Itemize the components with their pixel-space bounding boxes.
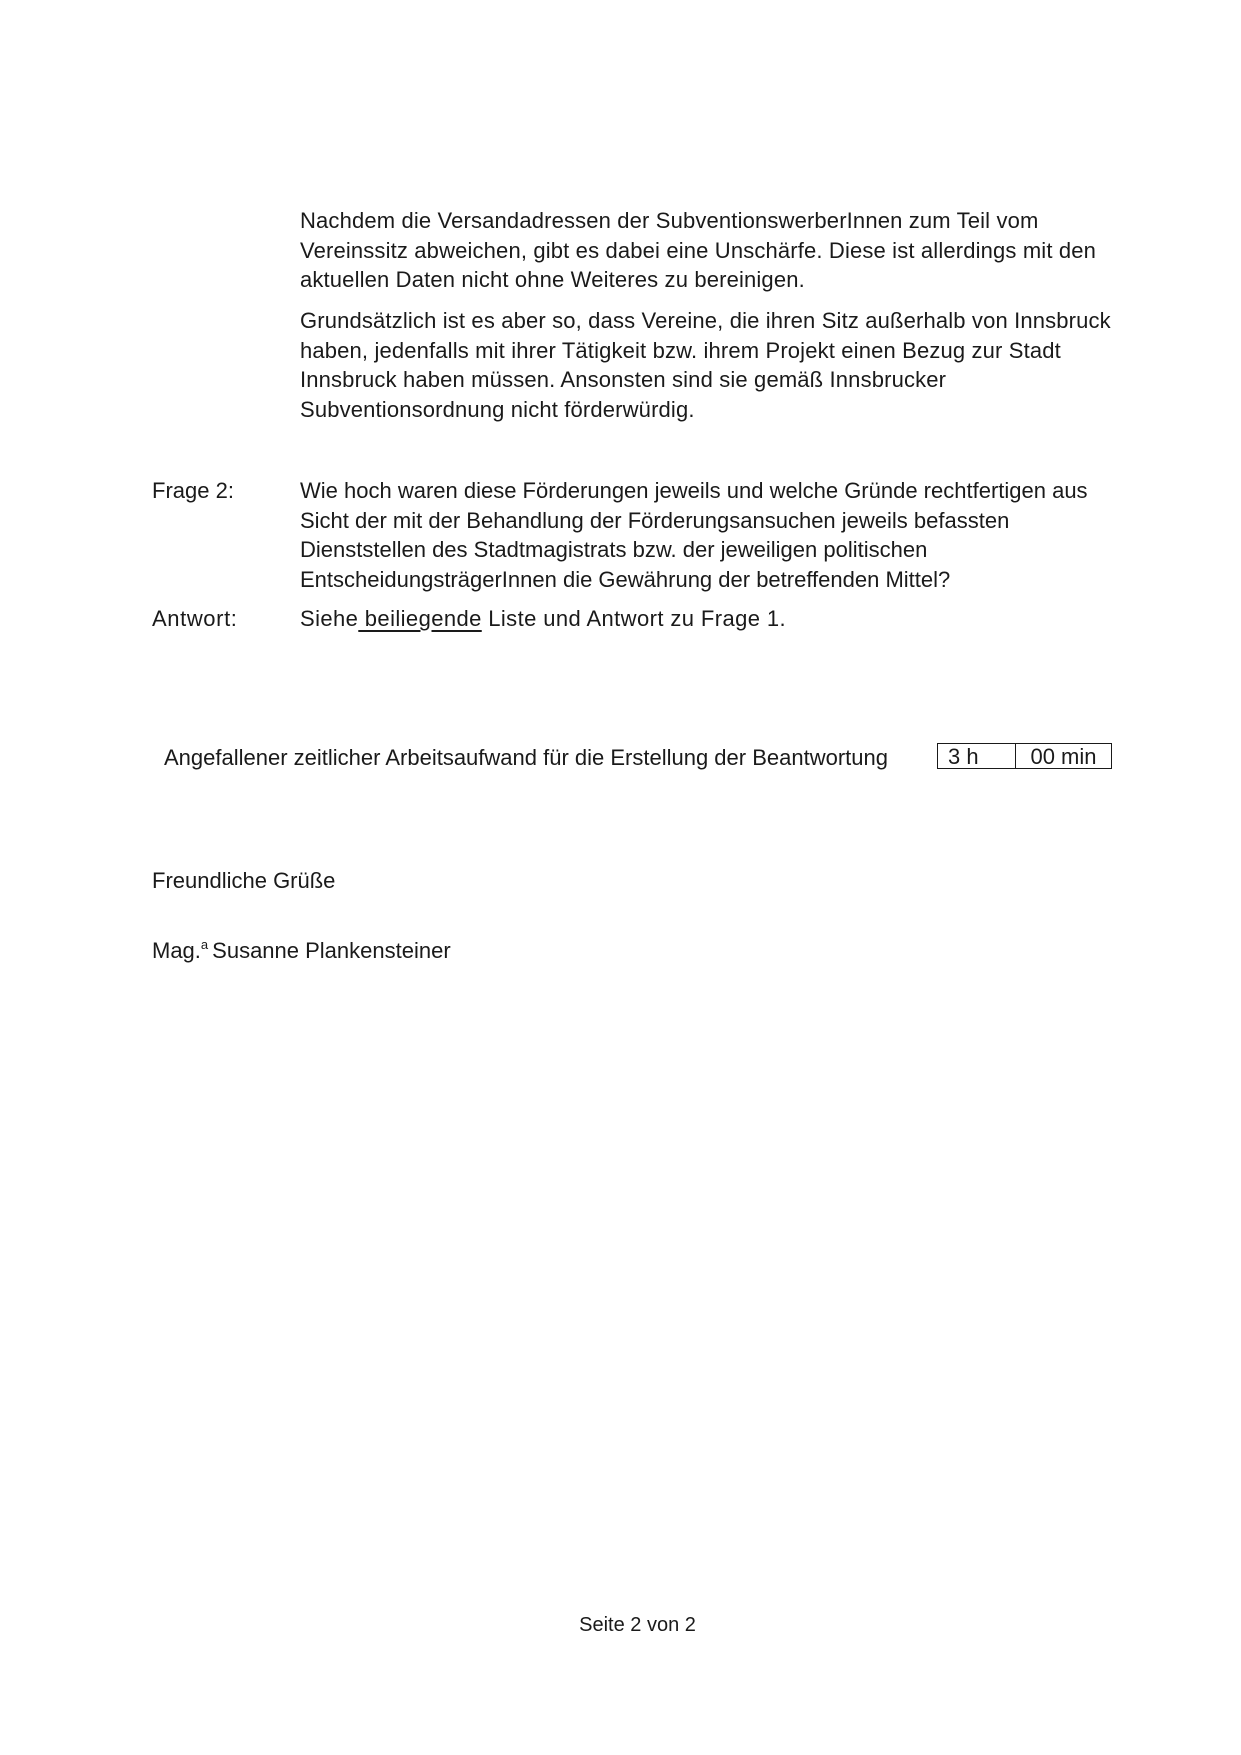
effort-row	[164, 743, 1124, 773]
question-label: Frage 2:	[152, 478, 234, 503]
body-paragraph-1: Nachdem die Versandadressen der SubventionswerberInnen zum Teil vom Vereinssitz abweichen, gibt es dabei eine Unschärfe. Diese ist allerdings mit den aktuellen Daten nicht ohne Weiteres zu bereinigen.	[300, 208, 1097, 292]
body-paragraph-2: Grundsätzlich ist es aber so, dass Vereine, die ihren Sitz außerhalb von Innsbruck haben, jedenfalls mit ihrer Tätigkeit bzw. ihrem Projekt einen Bezug zur Stadt Innsbruck haben müssen. Ansonsten sind sie gemäß Innsbrucker Subventionsordnung nicht förderwürdig.	[300, 308, 1111, 422]
signature-name	[152, 936, 451, 966]
answer-text	[300, 604, 1130, 634]
effort-hours-box: 3 h	[937, 743, 1015, 769]
signature-person-name: Susanne Plankensteiner	[212, 938, 451, 963]
page-number-label: Seite 2 von 2	[579, 1614, 696, 1636]
signature-title-superscript: a	[200, 937, 209, 952]
closing-greeting: Freundliche Grüße	[152, 868, 336, 893]
effort-minutes-box: 00 min	[1015, 743, 1112, 769]
effort-label: Angefallener zeitlicher Arbeitsaufwand für die Erstellung der Beantwortung	[164, 745, 888, 770]
answer-label: Antwort:	[152, 606, 238, 631]
signature-title-prefix: Mag.	[152, 938, 201, 963]
answer-text-before: Siehe	[300, 606, 359, 631]
page-footer	[0, 1612, 1241, 1638]
answer-text-underlined: beiliegende	[358, 606, 482, 631]
question-text: Wie hoch waren diese Förderungen jeweils und welche Gründe rechtfertigen aus Sicht der mit der Behandlung der Förderungsansuchen jeweils befassten Dienststellen des Stadtmagistrats bzw. der jeweiligen politischen EntscheidungsträgerInnen die Gewährung der betreffenden Mittel?	[300, 478, 1088, 592]
answer-text-after: Liste und Antwort zu Frage 1.	[481, 606, 787, 631]
